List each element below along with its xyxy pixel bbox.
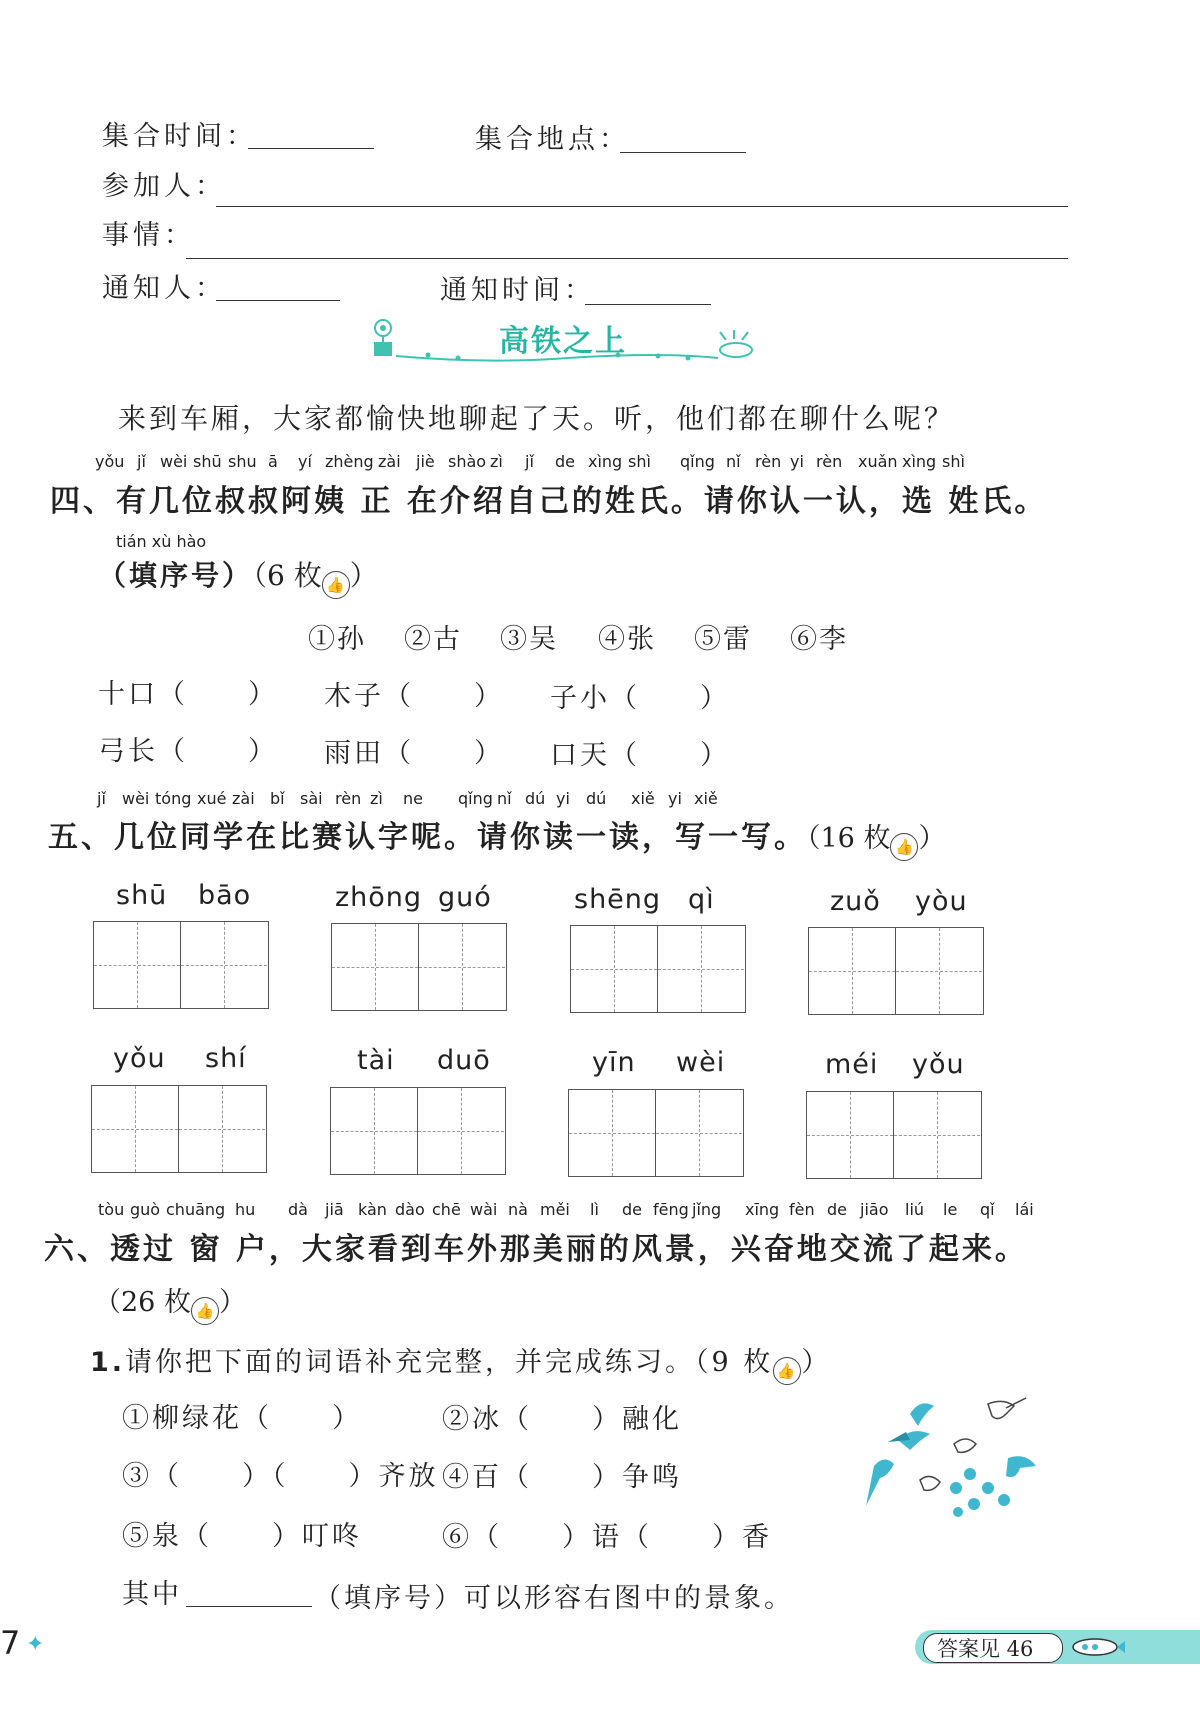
q5-pinyin-syllable: xué [197, 789, 227, 808]
bird-icon [988, 1398, 1026, 1419]
q6-heading: 六、透过 窗 户，大家看到车外那美丽的风景，兴奋地交流了起来。 [44, 1232, 1028, 1267]
notifier-label: 通知人： [102, 273, 226, 304]
q6-pinyin-line [0, 1200, 1200, 1222]
q5-pinyin-syllable: yi [668, 789, 682, 808]
q4-pinyin-syllable: jǐ [525, 452, 534, 471]
q5-pinyin-syllable: jǐ [97, 789, 106, 808]
q4-pinyin-syllable: jiè [416, 452, 435, 471]
q5-writing-grid-7[interactable] [568, 1089, 744, 1177]
q4-pinyin-syllable: wèi [160, 452, 188, 471]
q4-pinyin-syllable: qǐng [680, 452, 715, 471]
q6-item-4[interactable]: ④百（ ）争鸣 [442, 1462, 682, 1493]
q5-writing-grid-2[interactable] [331, 923, 507, 1011]
q5-pinyin-syllable: yi [556, 789, 570, 808]
bird-icon [920, 1476, 940, 1490]
q4-pinyin-syllable: shào [448, 452, 487, 471]
q5-word3-py1: shēng [574, 884, 662, 915]
gathering-time-label: 集合时间： [102, 121, 257, 152]
q4-pinyin-syllable: xuǎn [858, 452, 898, 471]
q5-reward-close: ） [918, 823, 946, 854]
q5-word8-py1: méi [825, 1049, 879, 1080]
thumbs-up-icon: 👍 [773, 1357, 801, 1385]
q6-pinyin-syllable: jǐng [692, 1200, 722, 1219]
q5-pinyin-syllable: qǐng [458, 789, 493, 808]
matter-blank[interactable] [186, 258, 1068, 259]
thumbs-up-icon: 👍 [322, 571, 350, 599]
q4-pair-3[interactable]: 子小（ ） [550, 683, 730, 714]
intro-text: 来到车厢，大家都愉快地聊起了天。听，他们都在聊什么呢？ [118, 402, 956, 435]
page-number: 7 [0, 1624, 21, 1662]
q5-writing-grid-1[interactable] [93, 921, 269, 1009]
thumbs-up-icon: 👍 [890, 833, 918, 861]
q5-word1-py1: shū [116, 880, 168, 911]
q4-pinyin-syllable: yí [298, 452, 312, 471]
q6-reward-row [94, 1280, 246, 1325]
q5-word8-py2: yǒu [912, 1049, 965, 1080]
q6-pinyin-syllable: jiāo [860, 1200, 889, 1219]
q4-pinyin-line [0, 452, 1200, 474]
q4-pinyin-syllable: rèn [755, 452, 782, 471]
q4-pinyin-syllable: nǐ [726, 452, 741, 471]
q5-pinyin-syllable: xiě [694, 789, 718, 808]
q4-pinyin-syllable: zài [378, 452, 401, 471]
q6-pinyin-syllable: dào [395, 1200, 425, 1219]
q5-writing-grid-6[interactable] [330, 1087, 506, 1175]
q6-sub1-number: 1. [90, 1347, 126, 1378]
q6-pinyin-syllable: hu [235, 1200, 256, 1219]
q5-word4-py2: yòu [915, 886, 968, 917]
q5-word4-py1: zuǒ [830, 886, 881, 917]
q6-final-suffix: （填序号）可以形容右图中的景象。 [314, 1583, 794, 1614]
q6-pinyin-syllable: le [943, 1200, 958, 1219]
notify-time-blank[interactable] [585, 304, 711, 305]
q4-option-4: ④张 [598, 624, 656, 655]
q4-reward-close: ） [349, 559, 378, 592]
q5-reward: （16 枚 [807, 823, 891, 854]
q5-pinyin-line [0, 789, 1200, 811]
q6-pinyin-syllable: lái [1015, 1200, 1034, 1219]
q6-pinyin-syllable: dà [288, 1200, 308, 1219]
bird-icon [888, 1403, 934, 1450]
q5-word7-py2: wèi [676, 1047, 726, 1078]
q6-item-2[interactable]: ②冰（ ）融化 [442, 1404, 682, 1435]
bird-icon [954, 1439, 976, 1452]
q5-word7-py1: yīn [592, 1047, 636, 1078]
q6-pinyin-syllable: xīng [745, 1200, 780, 1219]
bird-icon [1006, 1456, 1036, 1477]
q5-word1-py2: bāo [198, 880, 252, 911]
q6-pinyin-syllable: měi [540, 1200, 570, 1219]
gathering-place-label: 集合地点： [475, 124, 630, 155]
q6-sub1-reward-close: ） [801, 1347, 832, 1378]
q4-instruction [98, 554, 378, 599]
notify-time-label: 通知时间： [440, 275, 595, 306]
bird-icon [950, 1468, 1010, 1517]
participants-label: 参加人： [102, 171, 226, 202]
q5-pinyin-syllable: ne [403, 789, 423, 808]
gathering-time-blank[interactable] [248, 148, 374, 149]
q5-pinyin-syllable: tóng [155, 789, 192, 808]
q6-pinyin-syllable: liú [905, 1200, 925, 1219]
q5-word2-py2: guó [438, 882, 492, 913]
q5-pinyin-syllable: zì [370, 789, 383, 808]
thumbs-up-icon: 👍 [191, 1297, 219, 1325]
q4-pair-6[interactable]: 口天（ ） [550, 740, 730, 771]
q6-item-1[interactable]: ①柳绿花（ ） [122, 1403, 362, 1434]
q5-pinyin-syllable: dú [586, 789, 607, 808]
q4-pinyin-syllable: ā [268, 452, 278, 471]
q6-final-prefix: 其中 [122, 1579, 182, 1610]
notifier-blank[interactable] [216, 300, 340, 301]
q6-pinyin-syllable: chuāng [166, 1200, 226, 1219]
q5-writing-grid-8[interactable] [806, 1091, 982, 1179]
q6-pinyin-syllable: tòu [98, 1200, 125, 1219]
q5-writing-grid-4[interactable] [808, 927, 984, 1015]
q5-heading: 五、几位同学在比赛认字呢。请你读一读，写一写。 [48, 820, 807, 855]
q5-word5-py2: shí [205, 1043, 247, 1074]
q4-pair-2[interactable]: 木子（ ） [324, 681, 504, 712]
answer-reference: 答案见 46 [937, 1637, 1034, 1661]
q4-option-3: ③吴 [500, 624, 558, 655]
q4-option-6: ⑥李 [790, 624, 848, 655]
rocket-icon [1065, 1636, 1125, 1658]
q4-pinyin-syllable: shu [228, 452, 257, 471]
q6-item-6[interactable]: ⑥（ ）语（ ）香 [442, 1522, 772, 1553]
q5-writing-grid-5[interactable] [91, 1085, 267, 1173]
q6-pinyin-syllable: lì [590, 1200, 599, 1219]
q6-reward: （26 枚 [94, 1287, 191, 1318]
participants-blank[interactable] [216, 206, 1068, 207]
q4-option-5: ⑤雷 [694, 624, 752, 655]
q6-sub1-row [90, 1340, 831, 1385]
q5-word5-py1: yǒu [113, 1043, 166, 1074]
q5-word2-py1: zhōng [335, 882, 423, 913]
q6-pinyin-syllable: de [827, 1200, 847, 1219]
q6-sub1-text: 请你把下面的词语补充完整，并完成练习。 [125, 1347, 696, 1378]
q4-pinyin-syllable: rèn [816, 452, 843, 471]
q5-word6-py2: duō [437, 1045, 491, 1076]
section-title-banner [368, 312, 758, 370]
q5-word6-py1: tài [357, 1045, 395, 1076]
q4-reward: （6 枚 [253, 559, 322, 592]
q4-pair-1[interactable]: 十口（ ） [98, 679, 278, 710]
q6-pinyin-syllable: wài [470, 1200, 498, 1219]
q4-pair-5[interactable]: 雨田（ ） [324, 738, 504, 769]
q4-pinyin-syllable: jǐ [137, 452, 146, 471]
answer-reference-bar [915, 1630, 1200, 1664]
gathering-place-blank[interactable] [620, 152, 746, 153]
q4-pinyin-syllable: shì [628, 452, 651, 471]
q6-pinyin-syllable: chē [432, 1200, 461, 1219]
q5-pinyin-syllable: wèi [122, 789, 150, 808]
q6-pinyin-syllable: qǐ [980, 1200, 995, 1219]
q5-pinyin-syllable: bǐ [270, 789, 285, 808]
q4-pinyin-syllable: yǒu [95, 452, 125, 471]
q4-heading: 四、有几位叔叔阿姨 正 在介绍自己的姓氏。请你认一认，选 姓氏。 [50, 484, 1048, 519]
q5-pinyin-syllable: sài [300, 789, 323, 808]
q4-pinyin-syllable: xìng [588, 452, 623, 471]
q5-writing-grid-3[interactable] [570, 925, 746, 1013]
q6-pinyin-syllable: fèn [789, 1200, 815, 1219]
q5-pinyin-syllable: xiě [631, 789, 655, 808]
q4-fill-number: （填序号） [98, 559, 254, 592]
q4-option-1: ①孙 [308, 624, 366, 655]
q6-item-5[interactable]: ⑤泉（ ）叮咚 [122, 1521, 362, 1552]
q5-pinyin-syllable: rèn [335, 789, 362, 808]
q6-pinyin-syllable: nà [508, 1200, 528, 1219]
q4-pinyin-syllable: shì [942, 452, 965, 471]
q5-pinyin-syllable: dú [525, 789, 546, 808]
q4-option-2: ②古 [404, 624, 462, 655]
q5-pinyin-syllable: nǐ [497, 789, 512, 808]
q4-pinyin-syllable: yi [790, 452, 804, 471]
q4-pinyin-syllable: xìng [902, 452, 937, 471]
q4-pair-4[interactable]: 弓长（ ） [98, 736, 278, 767]
q5-word3-py2: qì [688, 884, 715, 915]
q6-pinyin-syllable: jiā [325, 1200, 344, 1219]
q6-pinyin-syllable: kàn [358, 1200, 387, 1219]
q5-heading-row [48, 812, 945, 861]
q4-pinyin-syllable: zì [490, 452, 503, 471]
q4-pinyin-syllable: zhèng [325, 452, 374, 471]
q6-pinyin-syllable: guò [130, 1200, 161, 1219]
q4-pinyin-syllable: shū [193, 452, 222, 471]
section-title: 高铁之上 [499, 324, 627, 359]
q5-pinyin-syllable: zài [232, 789, 255, 808]
bird-icon [866, 1459, 894, 1506]
q6-reward-close: ） [218, 1287, 246, 1318]
birds-illustration [858, 1396, 1048, 1528]
sparkle-icon: ✦ [26, 1632, 45, 1657]
q6-pinyin-syllable: fēng [653, 1200, 689, 1219]
q6-pinyin-syllable: de [622, 1200, 642, 1219]
q4-pinyin-syllable: de [555, 452, 575, 471]
matter-label: 事情： [102, 220, 195, 251]
q4-sub-pinyin: tián xù hào [116, 532, 207, 551]
q6-sub1-reward: （9 枚 [695, 1347, 774, 1378]
q6-final-blank[interactable] [186, 1606, 312, 1607]
q6-item-3[interactable]: ③（ ）（ ）齐放 [122, 1461, 439, 1492]
